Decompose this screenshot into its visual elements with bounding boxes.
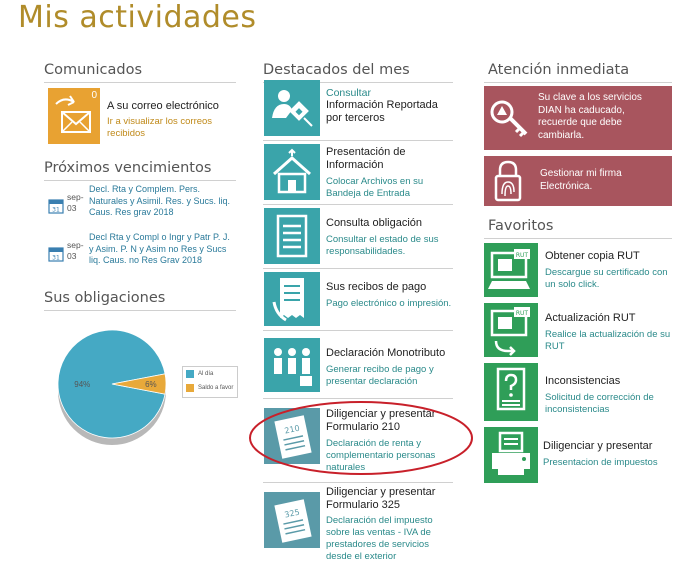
atencion-title: Atención inmediata xyxy=(488,62,630,78)
info-terceros-label: Información Reportada por terceros xyxy=(326,99,438,124)
presentar-impuestos-label: Diligenciar y presentar xyxy=(543,440,653,452)
legend-item xyxy=(183,367,237,381)
due-description[interactable]: Decl Rta y Compl o Ingr y Patr P. J. y Asim. P. N y Asim no Res y Sucs liq. Caus. no Res Grav 2018 xyxy=(89,232,230,265)
legend-item xyxy=(183,381,237,395)
due-month: sep- xyxy=(67,192,84,202)
info-terceros-tile[interactable] xyxy=(264,80,320,136)
legend-swatch xyxy=(186,384,194,392)
password-expired-alert[interactable] xyxy=(484,86,672,150)
fingerprint-lock-icon xyxy=(488,158,528,206)
document-list-icon xyxy=(264,208,320,264)
inconsistencias-tile[interactable] xyxy=(484,363,538,421)
divider xyxy=(263,268,453,269)
house-upload-icon xyxy=(264,144,320,200)
list-item[interactable] xyxy=(48,184,238,219)
firma-electronica-tile[interactable] xyxy=(484,156,672,206)
form-document-icon xyxy=(264,492,320,548)
divider xyxy=(263,140,453,141)
rut-download-icon xyxy=(484,243,538,297)
recibos-tile[interactable] xyxy=(264,272,320,326)
pie-data-label: 6% xyxy=(145,380,157,389)
calendar-icon xyxy=(48,198,64,214)
copia-rut-link[interactable]: Descargue su certificado con un solo click. xyxy=(545,267,668,290)
key-warning-icon xyxy=(486,90,534,146)
list-item[interactable] xyxy=(48,232,238,267)
divider xyxy=(263,482,453,483)
copia-rut-label: Obtener copia RUT xyxy=(545,250,640,262)
formulario-210-label: Diligenciar y presentar Formulario 210 xyxy=(326,408,436,433)
monotributo-label: Declaración Monotributo xyxy=(326,347,446,359)
annotation-ellipse xyxy=(246,398,476,478)
formulario-210-link[interactable]: Declaración de renta y complementario personas naturales xyxy=(326,438,436,473)
rut-update-icon xyxy=(484,303,538,357)
chart-legend xyxy=(182,366,238,398)
consulta-obligacion-link[interactable]: Consultar el estado de sus responsabilidades. xyxy=(326,234,439,257)
presentacion-link[interactable]: Colocar Archivos en su Bandeja de Entrada xyxy=(326,176,424,199)
form-number: 210 xyxy=(283,423,301,436)
divider xyxy=(263,204,453,205)
calendar-icon xyxy=(48,246,64,262)
person-document-icon xyxy=(264,80,320,136)
recibos-label: Sus recibos de pago xyxy=(326,281,427,293)
firma-electronica-text: Gestionar mi firma Electrónica. xyxy=(540,168,622,192)
inconsistencias-link[interactable]: Solicitud de corrección de inconsistencias xyxy=(545,392,654,415)
email-tile[interactable] xyxy=(48,88,100,144)
presentar-impuestos-tile[interactable] xyxy=(484,427,538,483)
receipt-icon xyxy=(264,272,320,326)
formulario-325-link[interactable]: Declaración del impuesto sobre las ventas - IVA de prestadores de servicios desde el exterior xyxy=(326,515,433,562)
svg-text:31: 31 xyxy=(52,206,60,214)
page-title: Mis actividades xyxy=(18,0,257,35)
obligations-pie-chart xyxy=(40,312,190,462)
svg-text:31: 31 xyxy=(52,254,60,262)
legend-label: Al día xyxy=(198,371,214,377)
vencimientos-title: Próximos vencimientos xyxy=(44,160,212,176)
legend-swatch xyxy=(186,370,194,378)
monotributo-link[interactable]: Generar recibo de pago y presentar declaración xyxy=(326,364,434,387)
divider xyxy=(484,82,672,83)
printer-form-icon xyxy=(484,427,538,483)
obligaciones-title: Sus obligaciones xyxy=(44,290,166,306)
people-group-icon xyxy=(264,338,320,392)
monotributo-tile[interactable] xyxy=(264,338,320,392)
formulario-325-tile[interactable] xyxy=(264,492,320,548)
divider xyxy=(44,180,236,181)
rut-label: RUT xyxy=(515,310,529,317)
actualizacion-rut-tile[interactable] xyxy=(484,303,538,357)
due-description[interactable]: Decl. Rta y Complem. Pers. Naturales y Asimil. Res. y Sucs. liq. Caus. Res grav 2018 xyxy=(89,184,231,217)
unread-badge: 0 xyxy=(91,90,97,101)
due-day: 03 xyxy=(67,251,77,261)
form-number: 325 xyxy=(283,507,301,520)
info-terceros-link[interactable]: Consultar xyxy=(326,87,371,99)
copia-rut-tile[interactable] xyxy=(484,243,538,297)
email-label: A su correo electrónico xyxy=(107,100,219,112)
presentacion-tile[interactable] xyxy=(264,144,320,200)
question-document-icon xyxy=(484,363,538,421)
legend-label: Saldo a favor xyxy=(198,385,234,391)
divider xyxy=(263,330,453,331)
actualizacion-rut-link[interactable]: Realice la actualización de su RUT xyxy=(545,329,671,352)
consulta-obligacion-label: Consulta obligación xyxy=(326,217,423,229)
email-link[interactable]: Ir a visualizar los correos recibidos xyxy=(107,116,213,139)
consulta-obligacion-tile[interactable] xyxy=(264,208,320,264)
recibos-link[interactable]: Pago electrónico o impresión. xyxy=(326,298,452,309)
password-alert-text: Su clave a los servicios DIAN ha caducado, recuerde que debe cambiarla. xyxy=(538,92,642,141)
favoritos-title: Favoritos xyxy=(488,218,554,234)
actualizacion-rut-label: Actualización RUT xyxy=(545,312,636,324)
divider xyxy=(44,310,236,311)
rut-label: RUT xyxy=(515,252,529,259)
inconsistencias-label: Inconsistencias xyxy=(545,375,621,387)
presentar-impuestos-link[interactable]: Presentacion de impuestos xyxy=(543,457,658,468)
pie-data-label: 94% xyxy=(74,380,91,389)
comunicados-title: Comunicados xyxy=(44,62,143,78)
due-month: sep- xyxy=(67,240,84,250)
due-day: 03 xyxy=(67,203,77,213)
divider xyxy=(44,82,236,83)
formulario-325-label: Diligenciar y presentar Formulario 325 xyxy=(326,486,436,511)
presentacion-label: Presentación de Información xyxy=(326,146,406,171)
destacados-title: Destacados del mes xyxy=(263,62,410,78)
divider xyxy=(484,238,672,239)
